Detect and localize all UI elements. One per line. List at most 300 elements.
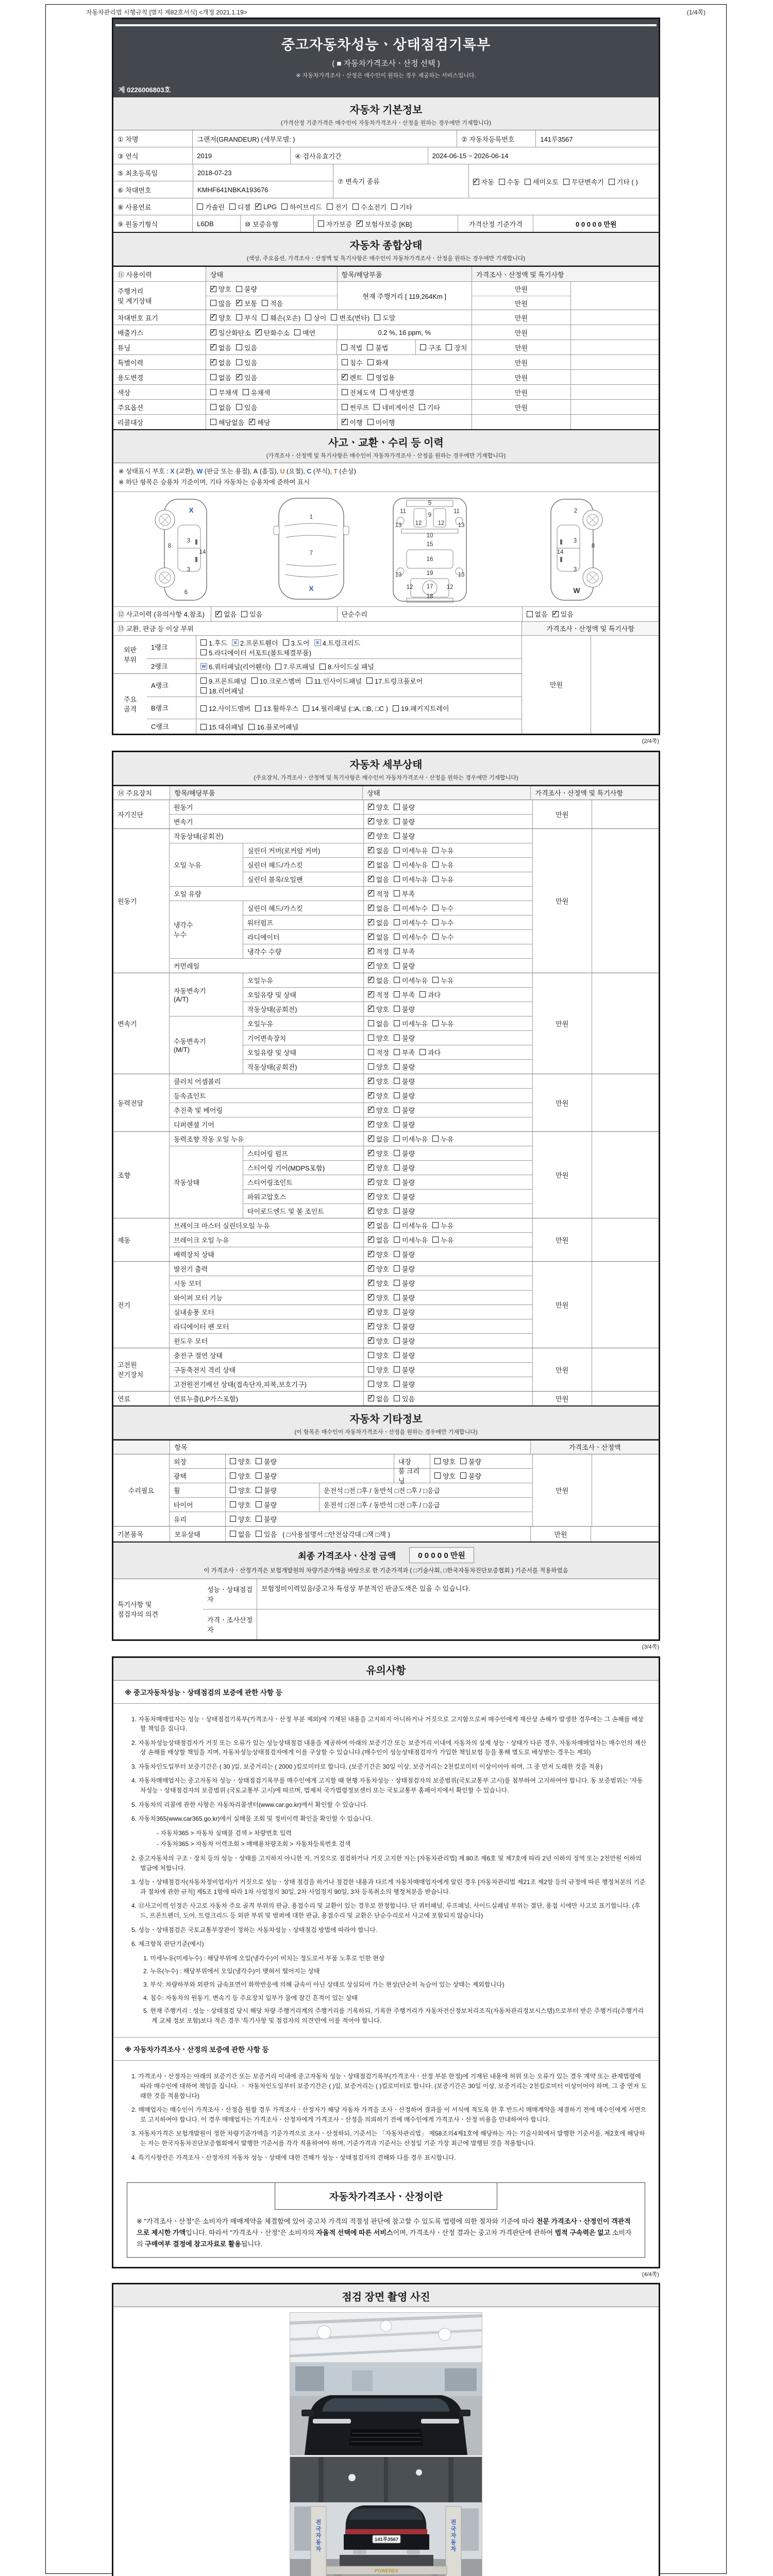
option-양호[interactable]: ✓ 양호 (368, 1264, 389, 1274)
option-불량[interactable]: 불량 (394, 1163, 415, 1173)
checkbox-icon (256, 1472, 262, 1479)
option-불량[interactable]: 불량 (394, 1076, 415, 1086)
option-적법[interactable]: 적법 (341, 343, 362, 352)
option-누유[interactable]: 누유 (432, 975, 453, 985)
base-price-label: 가격산정 기준가격 (458, 215, 533, 232)
option-유채색[interactable]: 유채색 (243, 387, 271, 397)
panel-rank-items (196, 697, 475, 719)
option-불량[interactable]: 불량 (394, 1206, 415, 1216)
option-양호[interactable]: ✓ 양호 (368, 1163, 389, 1173)
panel-item[interactable]: 9.프론트패널 (200, 676, 247, 686)
detail-item: 고전원전기배선 상태(접속단자,피복,보호기구) (173, 1380, 307, 1388)
option-미세누유[interactable]: 미세누유 (394, 1221, 428, 1230)
option-없음[interactable]: ✓ 없음 (368, 860, 389, 870)
option-양호[interactable]: ✓ 양호 (368, 831, 389, 841)
option-불량[interactable]: 불량 (394, 1307, 415, 1317)
option-있음[interactable]: 있음 (241, 609, 262, 619)
option-불량[interactable]: 불량 (394, 831, 415, 841)
option-불량[interactable]: 불량 (394, 1192, 415, 1201)
panel-item[interactable]: 17.트렁크플로어 (366, 676, 423, 686)
checkbox-icon (368, 934, 374, 940)
option-있음[interactable]: 있음 (236, 402, 257, 412)
option-불량[interactable]: 불량 (394, 1062, 415, 1072)
option-미세누유[interactable]: 미세누유 (394, 1134, 428, 1144)
checkbox-icon (197, 204, 203, 210)
page-number-3: (3/4쪽) (642, 1643, 659, 1650)
photos-band (113, 2284, 659, 2307)
detail-item: 오일 유량 (173, 890, 201, 898)
option-적음[interactable]: 적음 (262, 298, 283, 308)
row-label: 튜닝 (113, 340, 206, 354)
row-label: 리콜대상 (113, 415, 206, 429)
option-불량[interactable]: 불량 (394, 1321, 415, 1331)
overall-header-price: 가격조사ㆍ산정액 및 특기사항 (472, 267, 659, 281)
checkbox-icon (432, 934, 439, 940)
option-변조(변타)[interactable]: 변조(변타) (331, 313, 369, 323)
detail-state (363, 1233, 532, 1247)
checkbox-icon (394, 1381, 400, 1387)
option-불량[interactable]: 불량 (394, 961, 415, 971)
checkbox-icon (327, 204, 333, 210)
checkbox-icon (368, 1352, 374, 1358)
option-있음[interactable]: ✓ 있음 (236, 372, 257, 382)
final-price-label: 최종 가격조사ㆍ산정 금액 (298, 1551, 396, 1561)
option-양호[interactable]: ✓ 양호 (368, 802, 389, 812)
option-수소전기[interactable]: 수소전기 (352, 202, 386, 212)
panel-item[interactable]: 13.휠하우스 (255, 703, 298, 713)
option-양호[interactable]: ✓ 양호 (368, 1177, 389, 1187)
option-미세누유[interactable]: 미세누유 (394, 860, 428, 870)
option-불량[interactable]: 불량 (256, 1485, 277, 1495)
panel-item[interactable]: x 4.트렁크리드 (314, 638, 361, 648)
simple-repair-label: 단순수리 (337, 607, 522, 621)
option-훼손(오손)[interactable]: 훼손(오손) (262, 313, 300, 323)
option-양호[interactable]: 양호 (230, 1514, 251, 1524)
option-전체도색[interactable]: 전체도색 (342, 387, 376, 397)
checkbox-icon (200, 639, 207, 646)
option-LPG[interactable]: ✓ LPG (255, 203, 277, 211)
detail-subitem: 작동상태(공회전) (247, 1005, 297, 1013)
option-양호[interactable]: ✓ 양호 (368, 1293, 389, 1302)
option-없음[interactable]: ✓ 없음 (368, 918, 389, 927)
option-불량[interactable]: 불량 (394, 1091, 415, 1100)
detail-group-price: 만원 (532, 1074, 592, 1131)
checkbox-icon (394, 847, 400, 853)
option-가솔린[interactable]: 가솔린 (197, 202, 225, 212)
option-무채색[interactable]: 무채색 (210, 387, 238, 397)
option-누수[interactable]: 누수 (432, 903, 453, 913)
option-기타[interactable]: 기타 (419, 402, 440, 412)
panel-rank-items (196, 659, 475, 673)
option-침수[interactable]: 침수 (342, 358, 363, 367)
panel-rank-label: 2랭크 (151, 663, 168, 670)
odo-state-1 (206, 282, 337, 296)
option-보험사보증 [KB][interactable]: ✓ 보험사보증 [KB] (357, 219, 412, 229)
option-누유[interactable]: 누유 (432, 874, 453, 884)
option-양호[interactable]: 양호 (368, 1062, 389, 1072)
option-해당[interactable]: ✓ 해당 (249, 417, 270, 427)
checkbox-icon (368, 833, 374, 839)
option-양호[interactable]: ✓ 양호 (368, 1336, 389, 1346)
option-일산화탄소[interactable]: ✓ 일산화탄소 (210, 328, 251, 337)
etc-repair-price: 만원 (532, 1454, 592, 1526)
option-미세누유[interactable]: 미세누유 (394, 1235, 428, 1245)
panel-group (113, 673, 522, 734)
option-없음[interactable]: ✓ 없음 (368, 1221, 389, 1230)
first-reg-label: ⑤ 최초등록일 (113, 164, 193, 181)
option-적정[interactable]: ✓ 적정 (368, 946, 389, 956)
option-양호[interactable]: ✓ 양호 (368, 817, 389, 826)
option-불량[interactable]: 불량 (394, 1249, 415, 1259)
opinion-text (257, 1609, 659, 1639)
option-없음[interactable]: 없음 (210, 402, 231, 412)
option-미세누유[interactable]: 미세누유 (394, 975, 428, 985)
option-미세누유[interactable]: 미세누유 (394, 874, 428, 884)
option-불량[interactable]: 불량 (460, 1456, 481, 1466)
option-불량[interactable]: 불량 (394, 1278, 415, 1288)
option-양호[interactable]: 양호 (434, 1456, 456, 1466)
checkbox-icon (230, 1472, 236, 1479)
option-불량[interactable]: 불량 (256, 1514, 277, 1524)
notice-item: 6. 자동차365(www.car365.go.kr)에서 실매물 조회 및 정비이력 확인을 확인할 수 있습니다. (131, 1815, 373, 1823)
svg-text:14: 14 (557, 549, 564, 555)
option-불량[interactable]: 불량 (394, 817, 415, 826)
inspection-value: 2024-06-15 ~ 2026-06-14 (428, 147, 659, 164)
option-양호[interactable]: 양호 (230, 1471, 251, 1481)
option-불량[interactable]: 불량 (394, 1033, 415, 1043)
option-누유[interactable]: 누유 (432, 1019, 453, 1028)
detail-header-item: 항목/해당부품 (170, 786, 362, 800)
option-있음[interactable]: ✓ 있음 (552, 609, 574, 619)
option-적정[interactable]: 적정 (368, 1047, 389, 1057)
option-양호[interactable]: 양호 (230, 1485, 251, 1495)
option-없음[interactable]: ✓ 없음 (368, 874, 389, 884)
option-누수[interactable]: 누수 (432, 918, 453, 927)
option-자가보증[interactable]: 자가보증 (318, 219, 352, 229)
option-불량[interactable]: 불량 (394, 1365, 415, 1375)
option-부족[interactable]: 부족 (394, 889, 415, 899)
option-불량[interactable]: 불량 (394, 1177, 415, 1187)
mark-legend (113, 463, 659, 492)
option-불량[interactable]: 불량 (394, 1004, 415, 1014)
checkbox-icon (391, 204, 397, 210)
panel-item[interactable]: 18.리어패널 (200, 686, 244, 696)
detail-subtitle: (주요장치, 가격조사ㆍ산정액 및 특기사항은 매수인이 자동차가격조사ㆍ산정을 원하는 경우에만 기재합니다) (254, 774, 518, 781)
page1-box (112, 18, 660, 735)
panel-item[interactable]: 1.후드 (200, 638, 227, 648)
option-적정[interactable]: ✓ 적정 (368, 889, 389, 899)
option-양호[interactable]: 양호 (368, 1350, 389, 1360)
checkbox-icon (460, 1458, 466, 1464)
option-많음[interactable]: 많음 (210, 298, 231, 308)
checkbox-icon (434, 1458, 441, 1464)
svg-text:14: 14 (199, 549, 206, 555)
checkbox-icon (394, 1265, 400, 1272)
option-과다[interactable]: 과다 (419, 1047, 441, 1057)
panel-header: ⑬ 교환, 판금 등 이상 부위 (113, 622, 522, 635)
checkbox-icon (256, 1487, 262, 1493)
checkbox-icon (368, 948, 374, 954)
option-불량[interactable]: 불량 (394, 1350, 415, 1360)
option-양호[interactable]: ✓ 양호 (368, 1076, 389, 1086)
option-전기[interactable]: 전기 (327, 202, 348, 212)
opinion-author: 성능ㆍ상태점검자 (207, 1585, 253, 1603)
panel-item[interactable]: 19.패키지트레이 (393, 703, 449, 713)
detail-state (363, 1334, 532, 1348)
option-하이브리드[interactable]: 하이브리드 (281, 202, 322, 212)
option-부식[interactable]: 부식 (236, 313, 257, 323)
option-부족[interactable]: 부족 (394, 1047, 415, 1057)
option-없음[interactable]: ✓ 없음 (368, 1394, 389, 1403)
option-부족[interactable]: 부족 (394, 990, 415, 999)
option-누수[interactable]: 누수 (432, 932, 453, 942)
option-이행[interactable]: ✓ 이행 (342, 417, 363, 427)
detail-group (113, 1261, 659, 1348)
checkbox-icon (368, 1193, 374, 1199)
option-불량[interactable]: 불량 (256, 1456, 277, 1466)
option-양호[interactable]: ✓ 양호 (368, 1192, 389, 1201)
option-양호[interactable]: 양호 (368, 1365, 389, 1375)
svg-text:2: 2 (574, 507, 578, 514)
option-양호[interactable]: ✓ 양호 (368, 1307, 389, 1317)
option-없음[interactable]: 없음 (368, 1019, 389, 1028)
option-미세누유[interactable]: 미세누유 (394, 1019, 428, 1028)
panel-item[interactable]: 15.대쉬패널 (200, 722, 244, 732)
checkbox-icon (210, 359, 216, 365)
option-없음[interactable]: ✓ 없음 (210, 343, 231, 352)
panel-item[interactable]: w 6.쿼터패널(리어휀더) (200, 662, 271, 671)
option-불량[interactable]: 불량 (394, 1105, 415, 1115)
detail-subitem: 실린더 헤드/가스킷 (247, 904, 303, 912)
option-해당없음[interactable]: 해당없음 (210, 417, 244, 427)
checkbox-icon (394, 1164, 400, 1171)
engine-type-value: L6DB (192, 215, 240, 232)
detail-group (113, 1074, 659, 1131)
warranty-label: ⑩ 보증유형 (240, 215, 313, 232)
notice-item: 5. 성능ㆍ상태점검은 국토교통부장관이 정하는 자동차성능ㆍ상태점검 방법에 따라야 합니다. (131, 1926, 378, 1934)
option-양호[interactable]: ✓ 양호 (368, 1249, 389, 1259)
overall-header-item: 항목/해당부품 (337, 267, 472, 281)
detail-group (113, 1348, 659, 1391)
checkbox-icon (394, 977, 400, 983)
option-양호[interactable]: ✓ 양호 (368, 1321, 389, 1331)
row-label: 주요옵션 (113, 400, 206, 414)
option-무단변속기[interactable]: 무단변속기 (563, 177, 604, 187)
option-누유[interactable]: 누유 (432, 845, 453, 855)
option-디젤[interactable]: 디젤 (229, 202, 250, 212)
option-없음[interactable]: ✓ 없음 (368, 1235, 389, 1245)
detail-state (363, 973, 532, 987)
option-불량[interactable]: 불량 (256, 1471, 277, 1481)
option-불량[interactable]: 불량 (394, 1264, 415, 1274)
detail-state (363, 1262, 532, 1276)
detail-item: 등속죠인트 (173, 1092, 206, 1100)
checkbox-icon (210, 389, 216, 395)
option-양호[interactable]: ✓ 양호 (368, 1206, 389, 1216)
option-불량[interactable]: 불량 (394, 802, 415, 812)
notice-item: 4. 자동차매매업자는 중고자동차 성능ㆍ상태점검기록부를 매수인에게 고지할 때 현행 자동차성능ㆍ상태점검자의 보증범위(국토교통부 고시)를 첨부하여 고지하여야 합니다. 동 보증범위는 '자동차성능ㆍ상태점검자의 보증범위 (국토교통부 고시)에 따르며, 법제처 국가법령정보센터 또는 국토교통부 홈페이지에서 확인할 수 있습니다. (131, 1777, 643, 1794)
checkbox-icon (367, 419, 374, 425)
checkbox-icon (473, 179, 479, 185)
option-구조[interactable]: 구조 (420, 343, 441, 352)
option-미이행[interactable]: 미이행 (367, 417, 395, 427)
option-누유[interactable]: 누유 (432, 1134, 453, 1144)
detail-item: 작동상태(공회전) (173, 832, 224, 840)
checkbox-icon (563, 179, 569, 185)
checkbox-icon (248, 724, 255, 730)
option-장치[interactable]: 장치 (446, 343, 467, 352)
detail-group-label: 조향 (117, 1171, 131, 1179)
panel-item[interactable]: x 2.프론트휀더 (232, 638, 278, 648)
option-없음[interactable]: ✓ 없음 (368, 845, 389, 855)
checkbox-icon (368, 977, 374, 983)
option-불량[interactable]: 불량 (256, 1500, 277, 1510)
option-도말[interactable]: 도말 (374, 313, 395, 323)
etc-repair-group-label: 수리필요 (128, 1486, 155, 1495)
photo-lift-brand: POWEREX (374, 2568, 399, 2574)
panel-item[interactable]: 12.사이드멤버 (200, 703, 250, 713)
option-양호[interactable]: ✓ 양호 (368, 1091, 389, 1100)
option-적정[interactable]: ✓ 적정 (368, 990, 389, 999)
option-영업용[interactable]: 영업용 (367, 372, 395, 382)
option-상이[interactable]: 상이 (305, 313, 326, 323)
option-양호[interactable]: 양호 (230, 1456, 251, 1466)
checkbox-icon (368, 1208, 374, 1214)
option-불량[interactable]: 불량 (394, 1120, 415, 1129)
mark-legend-note: ※ 하단 항목은 승용차 기준이며, 기타 자동차는 승용차에 준하여 표시 (119, 479, 310, 486)
row-mid (337, 400, 472, 414)
option-불량[interactable]: 불량 (394, 1148, 415, 1158)
detail-group-label: 전기 (117, 1301, 131, 1309)
option-없음[interactable]: ✓ 없음 (368, 1134, 389, 1144)
option-있음[interactable]: 있음 (236, 358, 257, 367)
reg-no-label: ② 자동차등록번호 (457, 130, 535, 147)
panel-item[interactable]: 14.필러패널 (□A, □B, □C ) (303, 703, 388, 713)
option-양호[interactable]: 양호 (434, 1471, 456, 1481)
option-불량[interactable]: 불량 (394, 1293, 415, 1302)
option-누유[interactable]: 누유 (432, 1221, 453, 1230)
svg-text:8: 8 (591, 543, 595, 549)
option-양호[interactable]: ✓ 양호 (210, 284, 231, 294)
option-없음[interactable]: 없음 (230, 1529, 251, 1539)
document-sheet (45, 4, 727, 2574)
legend-code-W: W (196, 468, 203, 475)
option-양호[interactable]: ✓ 양호 (368, 961, 389, 971)
panel-item[interactable]: 3.도어 (283, 638, 310, 648)
option-있음[interactable]: 있음 (256, 1529, 277, 1539)
option-없음[interactable]: ✓ 없음 (368, 903, 389, 913)
option-양호[interactable]: ✓ 양호 (210, 313, 231, 323)
option-누유[interactable]: 누유 (432, 1235, 453, 1245)
option-없음[interactable]: ✓ 없음 (368, 932, 389, 942)
option-양호[interactable]: 양호 (368, 1033, 389, 1043)
repair-code-icon: x (314, 639, 321, 646)
checkbox-icon (305, 314, 311, 320)
option-없음[interactable]: 없음 (527, 609, 548, 619)
option-자동[interactable]: ✓ 자동 (473, 177, 494, 187)
option-불량[interactable]: 불량 (460, 1471, 481, 1481)
final-price-note: 이 가격조사ㆍ산정가격은 보험개발원의 차량기준가액을 바탕으로 한 기준가격과 ( □기술사회, □한국자동차진단보증협회 ) 기준서를 적용하였음 (204, 1567, 568, 1574)
option-불량[interactable]: 불량 (394, 1336, 415, 1346)
option-양호[interactable]: ✓ 양호 (368, 1105, 389, 1115)
accident-band (113, 429, 659, 463)
option-양호[interactable]: ✓ 양호 (368, 1004, 389, 1014)
panel-item[interactable]: 16.플로어패널 (248, 722, 298, 732)
checkbox-icon (394, 1078, 400, 1084)
option-없음[interactable]: ✓ 없음 (210, 358, 231, 367)
option-보통[interactable]: ✓ 보통 (236, 298, 257, 308)
detail-group-price: 만원 (532, 800, 592, 828)
option-기타[interactable]: 기타 (391, 202, 412, 212)
option-없음[interactable]: ✓ 없음 (368, 975, 389, 985)
checkbox-icon (200, 705, 207, 711)
option-매연[interactable]: 매연 (294, 328, 315, 337)
option-세미오토[interactable]: 세미오토 (525, 177, 559, 187)
option-미세누수[interactable]: 미세누수 (394, 903, 428, 913)
detail-group-label: 자기진단 (117, 810, 144, 819)
option-있음[interactable]: 있음 (394, 1394, 415, 1403)
vin-value: KMHF641NBKA193676 (193, 181, 333, 198)
checkbox-icon (394, 1193, 400, 1199)
panel-item[interactable]: 7.루프패널 (275, 662, 315, 671)
option-탄화수소[interactable]: ✓ 탄화수소 (256, 328, 290, 337)
option-있음[interactable]: 있음 (236, 343, 257, 352)
option-불량[interactable]: 불량 (236, 284, 257, 294)
option-부족[interactable]: 부족 (394, 946, 415, 956)
option-누유[interactable]: 누유 (432, 860, 453, 870)
etc-table (113, 1439, 659, 1541)
detail-group-price: 만원 (532, 829, 592, 973)
option-과다[interactable]: 과다 (419, 990, 441, 999)
option-화재[interactable]: 화재 (367, 358, 389, 367)
option-미세누수[interactable]: 미세누수 (394, 932, 428, 942)
row-label: 배출가스 (113, 325, 206, 340)
checkbox-icon (236, 300, 242, 306)
option-미세누유[interactable]: 미세누유 (394, 845, 428, 855)
option-불법[interactable]: 불법 (367, 343, 388, 352)
warranty-options (313, 215, 458, 232)
option-없음[interactable]: ✓ 없음 (215, 609, 237, 619)
option-불량[interactable]: 불량 (394, 1379, 415, 1389)
option-네비게이션[interactable]: 네비게이션 (374, 402, 414, 412)
panel-item[interactable]: 10.크로스멤버 (251, 676, 301, 686)
option-없음[interactable]: 없음 (210, 372, 231, 382)
detail-state (363, 829, 532, 843)
panel-item[interactable]: 11.인사이드패널 (306, 676, 362, 686)
form-header (46, 5, 726, 18)
page2-box (112, 751, 660, 1641)
option-양호[interactable]: ✓ 양호 (368, 1278, 389, 1288)
option-색상변경[interactable]: 색상변경 (380, 387, 414, 397)
option-수동[interactable]: 수동 (499, 177, 520, 187)
option-썬루프[interactable]: 썬루프 (342, 402, 369, 412)
svg-text:12: 12 (438, 520, 445, 527)
year-label: ③ 연식 (113, 147, 192, 164)
checkbox-icon (251, 677, 258, 684)
option-양호[interactable]: ✓ 양호 (368, 1148, 389, 1158)
engine-type-label: ⑨ 원동기형식 (113, 215, 192, 232)
checkbox-icon (374, 404, 380, 410)
option-양호[interactable]: 양호 (230, 1500, 251, 1510)
option-기타 ( )[interactable]: 기타 ( ) (609, 177, 638, 187)
detail-state (363, 1117, 532, 1131)
panel-item[interactable]: 8.사이드실 패널 (320, 662, 374, 671)
option-양호[interactable]: ✓ 양호 (368, 1120, 389, 1129)
option-양호[interactable]: 양호 (368, 1379, 389, 1389)
option-렌트[interactable]: ✓ 렌트 (342, 372, 363, 382)
option-미세누수[interactable]: 미세누수 (394, 918, 428, 927)
panel-item[interactable]: 5.라디에이터 서포트(볼트체결부품) (200, 648, 311, 657)
